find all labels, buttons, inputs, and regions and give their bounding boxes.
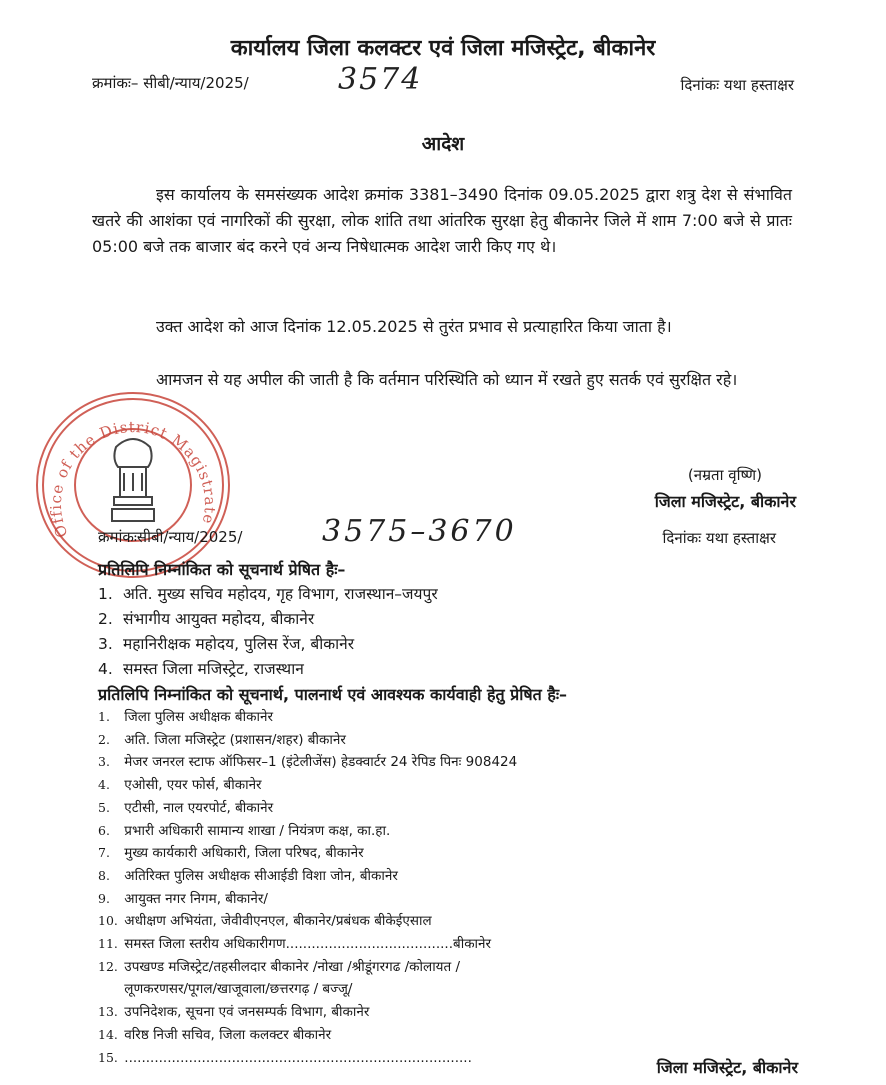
seal-ring-text: Office of the District Magistrate — [46, 418, 220, 541]
handwritten-order-number: 3574 — [338, 62, 423, 97]
list-item: 15. ................................................................................. — [98, 1049, 472, 1066]
order-paragraph-3: आमजन से यह अपील की जाती है कि वर्तमान परिस्थिति को ध्यान में रखते हुए सतर्क एवं सुरक्षित रहे। — [156, 370, 738, 389]
list-item: 3. मेजर जनरल स्टाफ ऑफिसर–1 (इंटेलीजेंस) हेडक्वार्टर 24 रेपिड पिनः 908424 — [98, 754, 518, 771]
list-item: 2. संभागीय आयुक्त महोदय, बीकानेर — [98, 610, 315, 628]
office-seal-stamp — [28, 385, 238, 585]
copy-section-2-heading: प्रतिलिपि निम्नांकित को सूचनार्थ, पालनार्थ एवं आवश्यक कार्यवाही हेतु प्रेषित हैः– — [98, 685, 568, 704]
list-item: 4. समस्त जिला मजिस्ट्रेट, राजस्थान — [98, 660, 304, 678]
signatory-name: (नम्रता वृष्णि) — [687, 466, 762, 484]
copy-reference: क्रमांकःसीबी/न्याय/2025/ — [98, 528, 243, 546]
list-item: 4. एओसी, एयर फोर्स, बीकानेर — [98, 777, 262, 794]
list-item: 13. उपनिदेशक, सूचना एवं जनसम्पर्क विभाग, बीकानेर — [98, 1004, 370, 1021]
office-title: कार्यालय जिला कलक्टर एवं जिला मजिस्ट्रेट, बीकानेर — [230, 36, 656, 61]
list-item: लूणकरणसर/पूगल/खाजूवाला/छत्तरगढ़ / बज्जू/ — [124, 981, 353, 998]
list-item: 7. मुख्य कार्यकारी अधिकारी, जिला परिषद, बीकानेर — [98, 845, 364, 862]
list-item: 2. अति. जिला मजिस्ट्रेट (प्रशासन/शहर) बीकानेर — [98, 731, 346, 748]
copy-date: दिनांकः यथा हस्ताक्षर — [662, 529, 776, 547]
list-item: 12. उपखण्ड मजिस्ट्रेट/तहसीलदार बीकानेर /नोखा /श्रीडूंगरगढ /कोलायत / — [98, 958, 461, 975]
list-item: 14. वरिष्ठ निजी सचिव, जिला कलक्टर बीकानेर — [98, 1026, 332, 1043]
emblem-icon — [112, 439, 154, 521]
list-item: 3. महानिरीक्षक महोदय, पुलिस रेंज, बीकानेर — [98, 635, 355, 653]
list-item: 10. अधीक्षण अभियंता, जेवीवीएनएल, बीकानेर/प्रबंधक बीकेईएसाल — [98, 913, 432, 930]
order-heading: आदेश — [421, 133, 465, 155]
list-item: 5. एटीसी, नाल एयरपोर्ट, बीकानेर — [98, 799, 274, 816]
copy-list-1 — [98, 582, 438, 682]
copy-list-2 — [98, 706, 517, 1069]
list-item: 8. अतिरिक्त पुलिस अधीक्षक सीआईडी विशा जोन, बीकानेर — [98, 867, 398, 884]
order-paragraph-1: इस कार्यालय के समसंख्यक आदेश क्रमांक 3381–3490 दिनांक 09.05.2025 द्वारा शत्रु देश से संभावित खतरे की आशंका एवं नागरिकों की सुरक्षा, लोक शांति तथा आंतरिक सुरक्षा हेतु बीकानेर जिले में शाम 7:00 बजे से प्रातः 05:00 बजे तक बाजार बंद करने एवं अन्य निषेधात्मक आदेश जारी किए गए थे। — [92, 185, 792, 256]
signatory-designation: जिला मजिस्ट्रेट, बीकानेर — [654, 492, 796, 511]
order-date: दिनांकः यथा हस्ताक्षर — [680, 76, 794, 94]
list-item: 1. जिला पुलिस अधीक्षक बीकानेर — [98, 709, 274, 725]
footer-signatory-designation: जिला मजिस्ट्रेट, बीकानेर — [656, 1058, 798, 1077]
order-paragraph-2: उक्त आदेश को आज दिनांक 12.05.2025 से तुरंत प्रभाव से प्रत्याहारित किया जाता है। — [156, 317, 672, 336]
handwritten-copy-numbers: 3575–3670 — [322, 514, 517, 549]
list-item: 11. समस्त जिला स्तरीय अधिकारीगण.......................................बीकानेर — [98, 936, 492, 953]
list-item: 1. अति. मुख्य सचिव महोदय, गृह विभाग, राजस्थान–जयपुर — [98, 585, 438, 603]
list-item: 9. आयुक्त नगर निगम, बीकानेर/ — [98, 890, 268, 907]
list-item: 6. प्रभारी अधिकारी सामान्य शाखा / नियंत्रण कक्ष, का.हा. — [98, 822, 391, 839]
order-reference: क्रमांकः– सीबी/न्याय/2025/ — [92, 74, 249, 92]
copy-section-1-heading: प्रतिलिपि निम्नांकित को सूचनार्थ प्रेषित हैः– — [98, 560, 346, 579]
